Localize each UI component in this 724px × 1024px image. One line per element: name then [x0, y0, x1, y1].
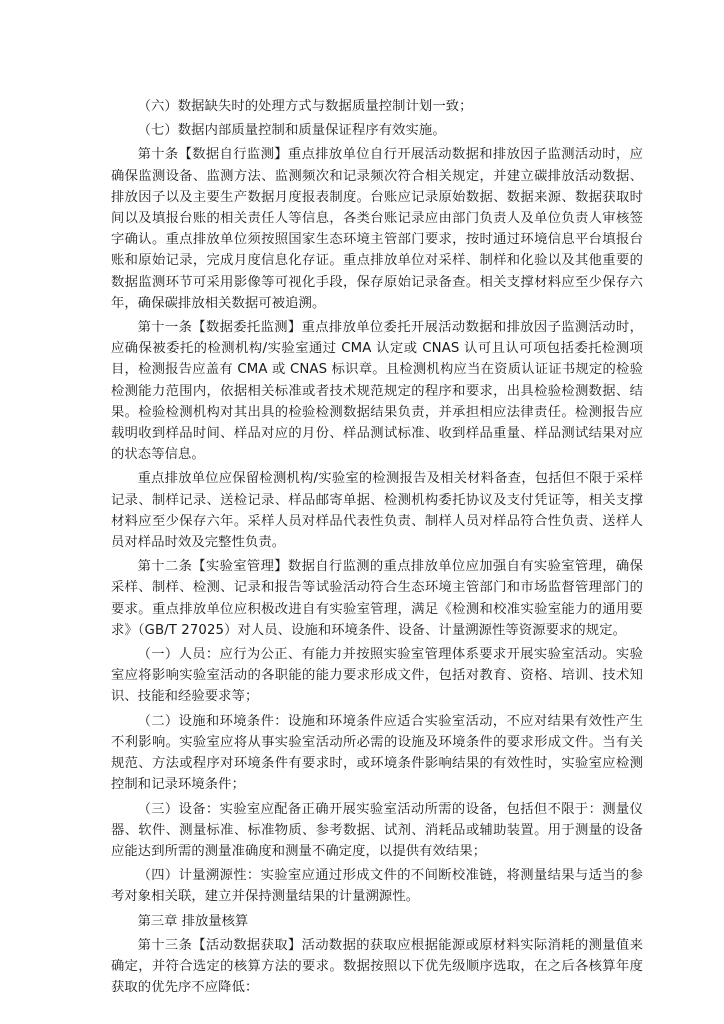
- article-11-paragraph: 第十一条【数据委托监测】重点排放单位委托开展活动数据和排放因子监测活动时，应确保被委托的检测机构/实验室通过 CMA 认定或 CNAS 认可且认可项包括委托检测项目，检测报告应盖有 CMA 或 CNAS 标识章。且检测机构应当在资质认证证书规定的检验检测能力范围内，依据相关标准或者技术规范规定的程序和要求，出具检验检测数据、结果。检验检测机构对其出具的检验检测数据结果负责，并承担相应法律责任。检测报告应载明收到样品时间、样品对应的月份、样品测试标准、收到样品重量、样品测试结果对应的状态等信息。: [111, 320, 643, 463]
- lab-personnel-item: （一）人员：应行为公正、有能力并按照实验室管理体系要求开展实验室活动。实验室应将影响实验室活动的各职能的能力要求形成文件，包括对教育、资格、培训、技术知识、技能和经验要求等；: [111, 647, 643, 705]
- chapter-3-heading: 第三章 排放量核算: [137, 913, 249, 929]
- clause-item-6: （六）数据缺失时的处理方式与数据质量控制计划一致；: [137, 99, 473, 114]
- lab-traceability-item: （四）计量溯源性：实验室应通过形成文件的不间断校准链，将测量结果与适当的参考对象相关联，建立并保持测量结果的计量溯源性。: [111, 868, 643, 905]
- article-12-paragraph: 第十二条【实验室管理】数据自行监测的重点排放单位应加强自有实验室管理，确保采样、制样、检测、记录和报告等试验活动符合生态环境主管部门和市场监督管理部门的要求。重点排放单位应积极改进自有实验室管理，满足《检测和校准实验室能力的通用要求》（GB/T 27025）对人员、设施和环境条件、设备、计量溯源性等资源要求的规定。: [111, 559, 643, 638]
- lab-facilities-item: （二）设施和环境条件：设施和环境条件应适合实验室活动，不应对结果有效性产生不利影响。实验室应将从事实验室活动所必需的设施及环境条件的要求形成文件。当有关规范、方法或程序对环境条件有要求时，或环境条件影响结果的有效性时，实验室应检测控制和记录环境条件；: [111, 713, 643, 793]
- document-page: [111, 96, 643, 1001]
- article-10-paragraph: 第十条【数据自行监测】重点排放单位自行开展活动数据和排放因子监测活动时，应确保监测设备、监测方法、监测频次和记录频次符合相关规定，并建立碳排放活动数据、排放因子以及主要生产数据月度报表制度。台账应记录原始数据、数据来源、数据获取时间以及填报台账的相关责任人等信息，各类台账记录应由部门负责人及单位负责人审核签字确认。重点排放单位须按照国家生态环境主管部门要求，按时通过环境信息平台填报台账和原始记录，完成月度信息化存证。重点排放单位对采样、制样和化验以及其他重要的数据监测环节可采用影像等可视化手段，保存原始记录备查。相关支撑材料应至少保存六年，确保碳排放相关数据可被追溯。: [111, 147, 643, 311]
- lab-equipment-item: （三）设备：实验室应配备正确开展实验室活动所需的设备，包括但不限于：测量仪器、软件、测量标准、标准物质、参考数据、试剂、消耗品或辅助装置。用于测量的设备应能达到所需的测量准确度和测量不确定度，以提供有效结果；: [111, 801, 643, 859]
- article-13-paragraph: 第十三条【活动数据获取】活动数据的获取应根据能源或原材料实际消耗的测量值来确定，并符合选定的核算方法的要求。数据按照以下优先级顺序选取，在之后各核算年度获取的优先序不应降低：: [111, 937, 643, 996]
- article-11-paragraph-2: 重点排放单位应保留检测机构/实验室的检测报告及相关材料备查，包括但不限于采样记录、制样记录、送检记录、样品邮寄单据、检测机构委托协议及支付凭证等，相关支撑材料应至少保存六年。采样人员对样品代表性负责、制样人员对样品符合性负责、送样人员对样品时效及完整性负责。: [111, 471, 643, 551]
- clause-item-7: （七）数据内部质量控制和质量保证程序有效实施。: [137, 123, 446, 139]
